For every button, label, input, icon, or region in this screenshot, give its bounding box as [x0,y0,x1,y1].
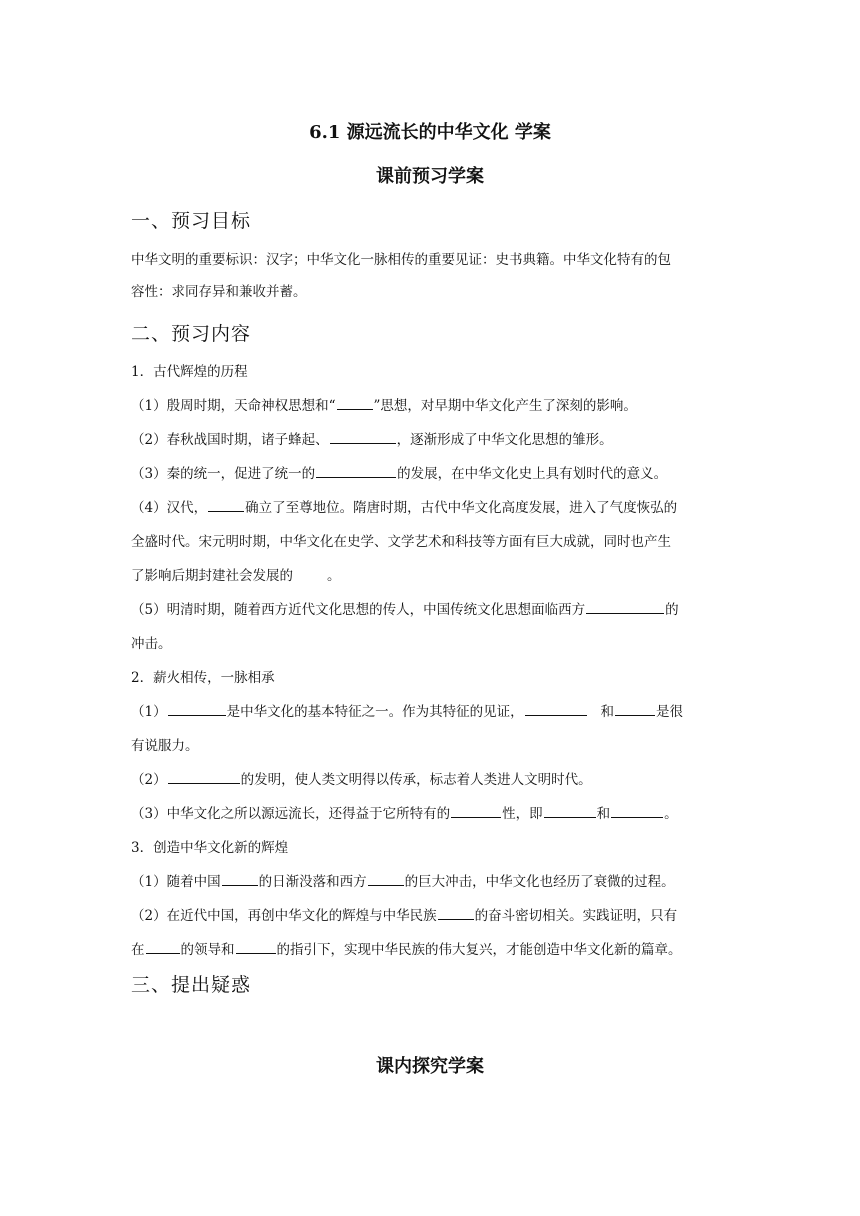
blank[interactable] [337,396,373,410]
blank[interactable] [438,906,474,920]
document-title: 6.1 源远流长的中华文化 学案 [309,122,551,143]
blank[interactable] [222,872,258,886]
blank[interactable] [586,600,664,614]
section-heading-inclass: 课内探究学案 [376,1056,484,1077]
item-1-4: （4）汉代， 确立了至尊地位。隋唐时期，古代中华文化高度发展，进入了气度恢弘的 [131,500,678,516]
item-2-1-line-2: 有说服力。 [131,738,199,754]
item-1-5: （5）明清时期，随着西方近代文化思想的传人，中国传统文化思想面临西方 的 [131,602,679,618]
blank[interactable] [611,804,663,818]
heading-content: 二、预习内容 [131,323,252,345]
blank[interactable] [208,498,244,512]
blank[interactable] [525,702,587,716]
blank[interactable] [368,872,404,886]
subheading-1: 1．古代辉煌的历程 [131,364,248,380]
heading-questions: 三、提出疑惑 [131,974,252,996]
blank[interactable] [316,464,396,478]
item-3-1: （1）随着中国 的日渐没落和西方 的巨大冲击，中华文化也经历了衰微的过程。 [131,874,675,890]
subheading-2: 2．薪火相传，一脉相承 [131,670,275,686]
blank[interactable] [168,770,240,784]
blank[interactable] [146,940,180,954]
item-3-2: （2）在近代中国，再创中华文化的辉煌与中华民族 的奋斗密切相关。实践证明，只有 [131,908,678,924]
item-1-4-line-2: 全盛时代。宋元明时期，中华文化在史学、文学艺术和科技等方面有巨大成就，同时也产生 [131,534,671,550]
objectives-line-2: 容性：求同存异和兼收并蓄。 [131,284,307,300]
item-1-5-line-2: 冲击。 [131,636,172,652]
blank[interactable] [236,940,276,954]
item-1-2: （2）春秋战国时期，诸子蜂起、 ，逐渐形成了中华文化思想的雏形。 [131,432,613,448]
item-2-3: （3）中华文化之所以源远流长，还得益于它所特有的 性，即 和 。 [131,806,678,822]
item-1-1: （1）殷周时期，天命神权思想和“ ”思想，对早期中华文化产生了深刻的影响。 [131,398,637,414]
section-heading-preview: 课前预习学案 [376,166,484,187]
item-1-4-line-3: 了影响后期封建社会发展的 。 [131,568,341,584]
item-1-3: （3）秦的统一，促进了统一的 的发展，在中华文化史上具有划时代的意义。 [131,466,668,482]
blank[interactable] [615,702,655,716]
item-2-1: （1） 是中华文化的基本特征之一。作为其特征的见证， 和 是很 [131,704,683,720]
blank[interactable] [451,804,501,818]
blank[interactable] [544,804,596,818]
subheading-3: 3．创造中华文化新的辉煌 [131,840,289,856]
objectives-line-1: 中华文明的重要标识：汉字；中华文化一脉相传的重要见证：史书典籍。中华文化特有的包 [131,252,671,268]
item-2-2: （2） 的发明，使人类文明得以传承，标志着人类进人文明时代。 [131,772,592,788]
heading-objectives: 一、预习目标 [131,210,252,232]
blank[interactable] [168,702,226,716]
item-3-2-line-2: 在 的领导和 的指引下，实现中华民族的伟大复兴，才能创造中华文化新的篇章。 [131,942,682,958]
blank[interactable] [330,430,396,444]
